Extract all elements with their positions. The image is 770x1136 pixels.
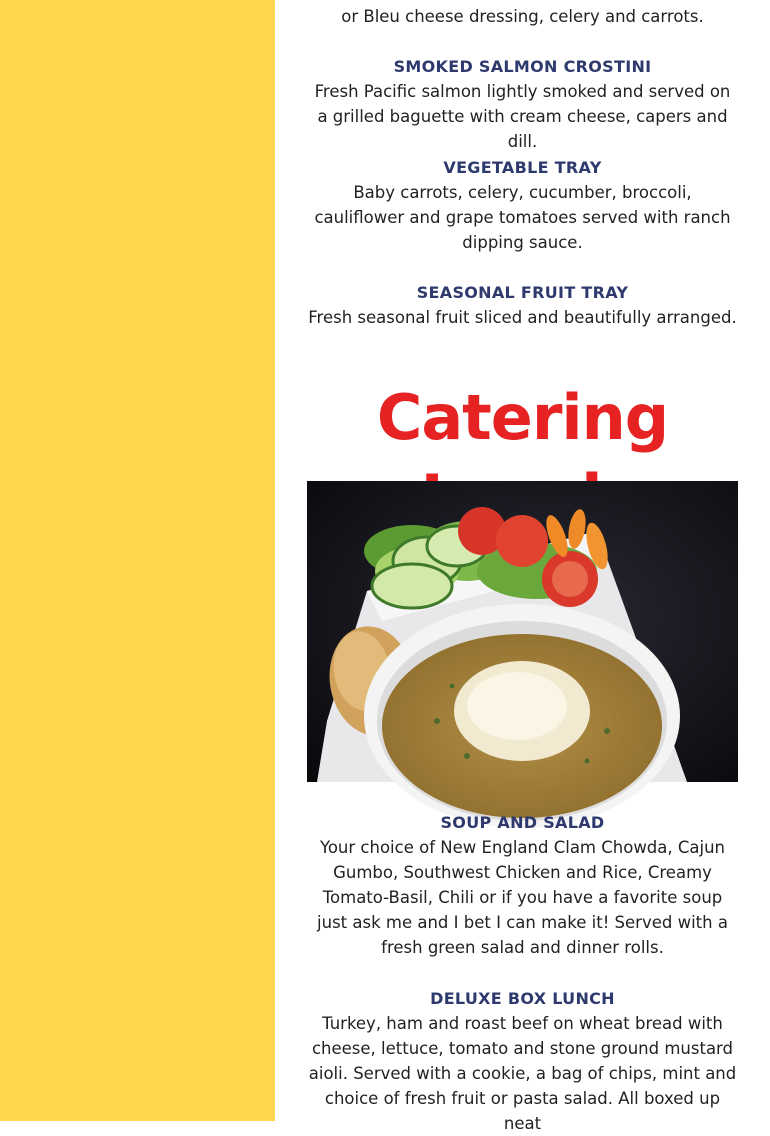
menu-item-soup-and-salad xyxy=(307,810,738,960)
menu-item-deluxe-box-lunch xyxy=(307,986,738,1136)
soup-and-salad-illustration xyxy=(307,481,738,782)
soup-and-salad-photo xyxy=(307,481,738,782)
menu-item-seasonal-fruit-tray xyxy=(307,280,738,330)
menu-item-vegetable-tray xyxy=(307,155,738,255)
menu-item-title: SMOKED SALMON CROSTINI xyxy=(393,57,652,76)
menu-item-description: Fresh seasonal fruit sliced and beautifully arranged. xyxy=(308,308,737,327)
yellow-sidebar xyxy=(0,0,275,1121)
section-title: Catering xyxy=(376,381,669,454)
menu-item-title: SEASONAL FRUIT TRAY xyxy=(416,283,629,302)
menu-item-description: Fresh Pacific salmon lightly smoked and served on a grilled baguette with cream cheese, capers and dill. xyxy=(314,82,731,151)
menu-item-description: Your choice of New England Clam Chowda, Cajun Gumbo, Southwest Chicken and Rice, Creamy Tomato-Basil, Chili or if you have a favorite soup just ask me and I bet I can make it! Served with a fresh green salad and dinner rolls. xyxy=(317,838,728,957)
menu-item-title: VEGETABLE TRAY xyxy=(443,158,602,177)
menu-item-title: SOUP AND SALAD xyxy=(440,813,605,832)
menu-item-smoked-salmon-crostini xyxy=(307,54,738,154)
menu-content xyxy=(275,0,770,1133)
menu-item-description: or Bleu cheese dressing, celery and carrots. xyxy=(341,7,704,26)
menu-item-partial xyxy=(307,4,738,29)
menu-item-title: DELUXE BOX LUNCH xyxy=(430,989,615,1008)
menu-item-description: Turkey, ham and roast beef on wheat bread with cheese, lettuce, tomato and stone ground mustard aioli. Served with a cookie, a bag of chips, mint and choice of fresh fruit or pasta salad. All boxed up neat xyxy=(308,1014,737,1133)
menu-item-description: Baby carrots, celery, cucumber, broccoli, cauliflower and grape tomatoes served with ranch dipping sauce. xyxy=(314,183,731,252)
